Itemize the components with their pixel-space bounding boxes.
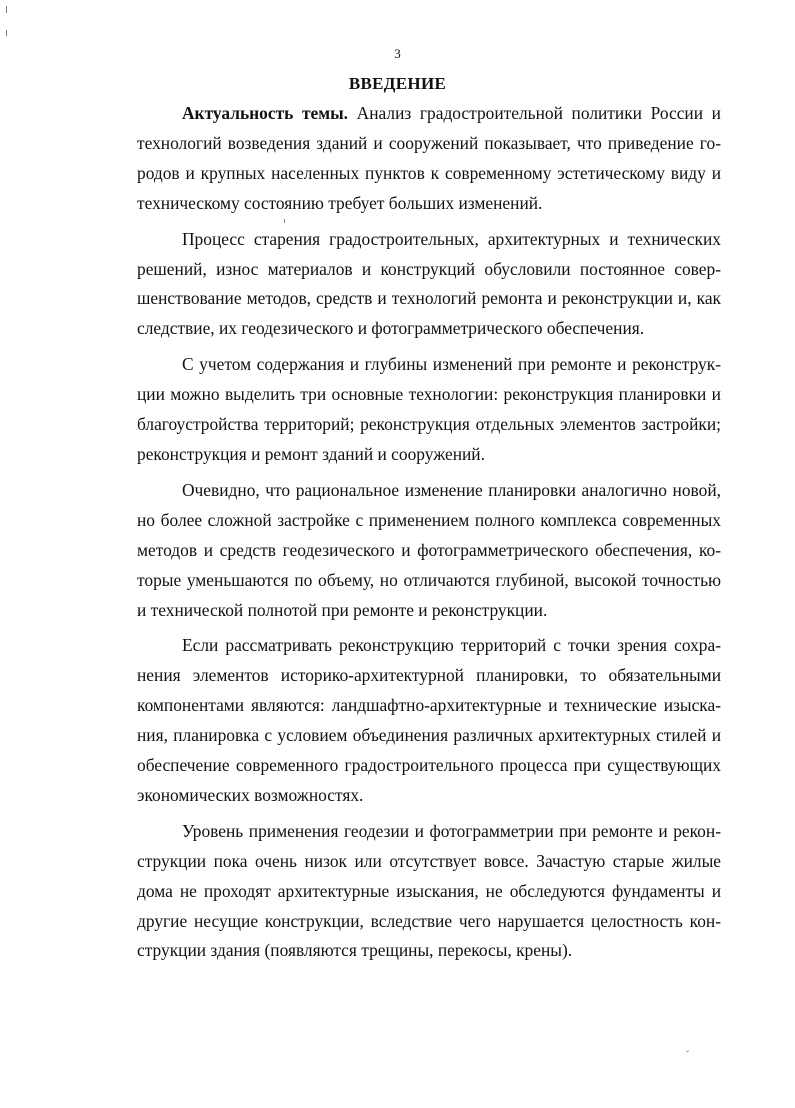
paragraph-text: Уровень применения геодезии и фотограмметрии при ремонте и реконструкции пока очень низок или отсутствует вовсе. Зачастую старые жилые дома не проходят архитектурные изыскания, не обследуются фундаменты и другие несущие конструкции, вследствие чего нарушается целостность конструкции здания (появляются трещины, перекосы, крены). xyxy=(137,820,721,961)
scan-edge-mark xyxy=(6,6,7,13)
paragraph-planning xyxy=(137,476,721,626)
paragraph-text: С учетом содержания и глубины изменений при ремонте и реконструкции можно выделить три основные технологии: реконструкция планировки и благоустройства территорий; реконструкция отдельных элементов застройки; реконструкция и ремонт зданий и сооружений. xyxy=(137,354,721,464)
page-number: 3 xyxy=(394,46,401,61)
body-text xyxy=(137,99,721,972)
paragraph-geodesy-level xyxy=(137,817,721,967)
paragraph-text: Очевидно, что рациональное изменение планировки аналогично новой, но более сложной застройке с применением полного комплекса современных методов и средств геодезического и фотограмметрического обеспечения, которые уменьшаются по объему, но отличаются глубиной, высокой точностью и технической полнотой при ремонте и реконструкции. xyxy=(137,479,721,620)
paragraph-text: Анализ градостроительной политики России и технологий возведения зданий и сооружений показывает, что приведение городов и крупных населенных пунктов к современному эстетическому виду и техническому состоянию требует больших изменений. xyxy=(137,103,721,213)
paragraph-technologies xyxy=(137,350,721,470)
paragraph-text: Если рассматривать реконструкцию территорий с точки зрения сохранения элементов историко-архитектурной планировки, то обязательными компонентами являются: ландшафтно-архитектурные и технические изыскания, планировка с условием объединения различных архитектурных стилей и обеспечение современного градостроительного процесса при существующих экономических возможностях. xyxy=(137,635,721,805)
scan-speck xyxy=(686,1050,689,1052)
scan-edge-mark xyxy=(6,30,7,36)
section-title: ВВЕДЕНИЕ xyxy=(348,74,447,93)
paragraph-lead: Актуальность темы. xyxy=(182,103,349,123)
paragraph-text: Процесс старения градостроительных, архитектурных и технических решений, износ материалов и конструкций обусловили постоянное совершенствование методов, средств и технологий ремонта и реконструкции и, как следствие, их геодезического и фотограмметрического обеспечения. xyxy=(137,228,721,339)
paragraph-territories xyxy=(137,631,721,810)
paragraph-aging xyxy=(137,225,721,345)
paragraph-relevance xyxy=(137,99,721,219)
